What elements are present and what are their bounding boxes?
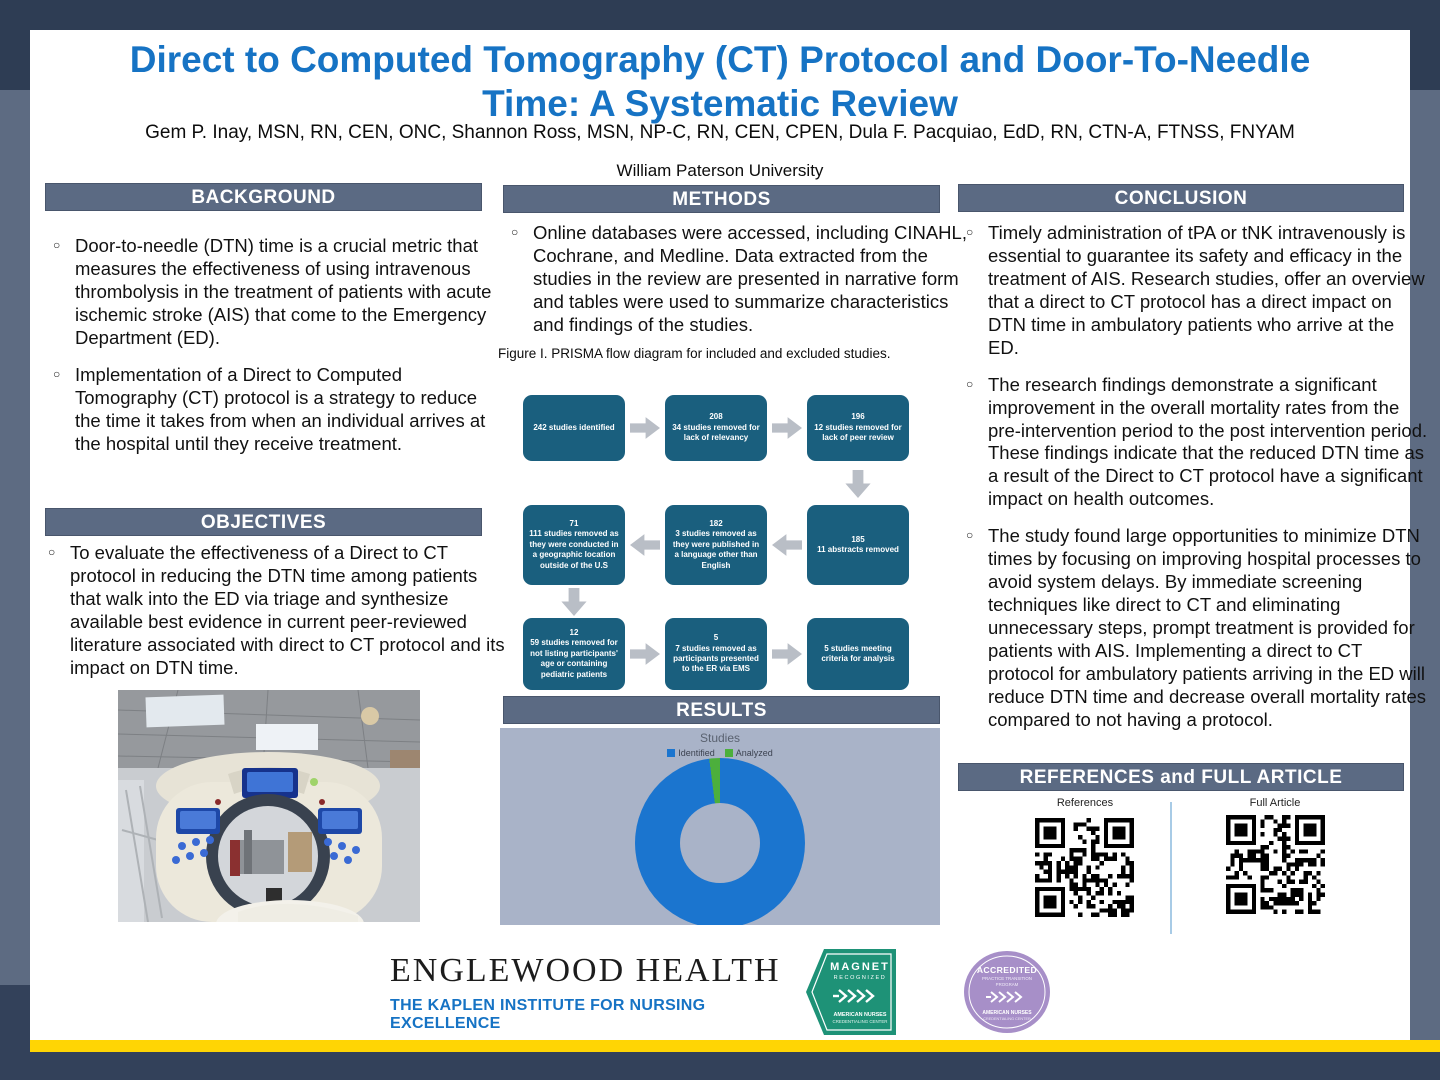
- qr-divider: [1170, 802, 1172, 934]
- organization-logo: [390, 952, 790, 1033]
- prisma-box-count: 5: [713, 633, 719, 643]
- flow-arrow-down-icon: [559, 588, 589, 616]
- flow-arrow-down-icon: [843, 470, 873, 498]
- poster-institution: William Paterson University: [616, 161, 824, 180]
- prisma-box-3: [807, 395, 909, 461]
- objectives-bullet: ○ To evaluate the effectiveness of a Direct to CT protocol in reducing the DTN time among patients that walk into the ED via triage and synthesize available best evidence in current peer-reviewed literature associated with direct to CT protocol and its impact on DTN time.: [70, 542, 508, 680]
- top-border-band: [0, 0, 1440, 30]
- magnet-badge-subtitle: RECOGNIZED: [833, 975, 887, 981]
- prisma-box-7: [523, 618, 625, 690]
- conclusion-bullet: ○ The study found large opportunities to minimize DTN times by focusing on improving hospital processes to avoid system delays. By immediate screening techniques like direct to CT and eliminating unnecessary steps, prompt treatment is provided for patients with AIS. Implementing a direct to CT protocol for ambulatory patients arriving in the ED will reduce DTN time and decrease overall mortality rates compared to not having a protocol.: [988, 525, 1430, 731]
- results-chart-panel: [500, 728, 940, 925]
- prisma-box-text: 11 abstracts removed: [817, 545, 899, 554]
- conclusion-bullet-list: [958, 222, 1430, 746]
- prisma-box-count: 71: [569, 519, 579, 529]
- prisma-box-4: [523, 505, 625, 585]
- prisma-box-count: 182: [709, 519, 723, 529]
- prisma-box-text: 7 studies removed as participants presented to the ER via EMS: [673, 643, 759, 674]
- accredited-badge-line3: PROGRAM: [995, 982, 1019, 987]
- prisma-box-text: 34 studies removed for lack of relevancy: [672, 422, 760, 443]
- section-header-results: RESULTS: [503, 696, 940, 724]
- poster-authors: Gem P. Inay, MSN, RN, CEN, ONC, Shannon Ross, MSN, NP-C, RN, CEN, CPEN, Dula F. Pacquiao, EdD, RN, CTN-A, FTNSS, FNYAM: [145, 122, 1295, 143]
- prisma-box-1: [523, 395, 625, 461]
- legend-item-identified: [667, 748, 715, 758]
- methods-bullet-list: [503, 222, 969, 351]
- flow-arrow-right-icon: [772, 415, 802, 441]
- section-header-methods: METHODS: [503, 185, 940, 213]
- qr-label-full-article: Full Article: [1249, 797, 1301, 809]
- prisma-box-count: 12: [569, 628, 579, 638]
- prisma-box-8: [665, 618, 767, 690]
- accredited-badge-title: ACCREDITED: [976, 965, 1038, 975]
- background-bullet: ○ Implementation of a Direct to Computed Tomography (CT) protocol is a strategy to reduce the time it takes from when an individual arrives at the hospital until they receive treatment.: [75, 364, 505, 456]
- accredited-badge-line2: PRACTICE TRANSITION: [982, 976, 1032, 981]
- qr-label-references: References: [1056, 797, 1114, 809]
- flow-arrow-left-icon: [630, 532, 660, 558]
- magnet-badge-org: AMERICAN NURSES: [833, 1012, 887, 1018]
- background-bullet-list: [45, 235, 505, 469]
- magnet-recognized-badge: [805, 948, 897, 1036]
- ct-scanner-photo: [118, 690, 420, 922]
- prisma-box-text: 59 studies removed for not listing participants' age or containing pediatric patients: [530, 638, 618, 679]
- figure-caption: Figure I. PRISMA flow diagram for included and excluded studies.: [498, 346, 891, 361]
- prisma-box-count: 185: [851, 534, 865, 544]
- poster-title: Direct to Computed Tomography (CT) Protocol and Door-To-Needle Time: A Systematic Review: [129, 39, 1311, 124]
- magnet-badge-title: MAGNET: [830, 961, 890, 973]
- background-bullet: ○ Door-to-needle (DTN) time is a crucial metric that measures the effectiveness of using intravenous thrombolysis in the treatment of patients with acute ischemic stroke (AIS) that come to the Emergency Department (ED).: [75, 235, 505, 350]
- top-left-corner-block: [0, 0, 30, 90]
- prisma-box-count: 196: [851, 412, 865, 422]
- donut-chart: [635, 758, 805, 925]
- methods-bullet: ○ Online databases were accessed, including CINAHL, Cochrane, and Medline. Data extracted from the studies in the review are presented in narrative form and tables were used to summarize characteristics and findings of the studies.: [533, 222, 969, 337]
- chart-title: Studies: [699, 731, 741, 745]
- legend-swatch-analyzed: [725, 749, 733, 757]
- conclusion-bullet: ○ Timely administration of tPA or tNK intravenously is essential to guarantee its safety and efficacy in the treatment of AIS. Research studies, offer an overview that a direct to CT protocol has a direct impact on DTN time in ambulatory patients who arrive at the ED.: [988, 222, 1430, 360]
- legend-item-analyzed: [725, 748, 773, 758]
- prisma-box-5: [665, 505, 767, 585]
- chart-legend: [500, 748, 940, 758]
- prisma-box-count: 208: [709, 412, 723, 422]
- legend-swatch-identified: [667, 749, 675, 757]
- yellow-accent-bar: [30, 1040, 1440, 1052]
- prisma-box-text: 111 studies removed as they were conducted in a geographic location outside of the U.S: [529, 529, 619, 570]
- accredited-badge-org: AMERICAN NURSES: [982, 1010, 1032, 1016]
- magnet-badge-org2: CREDENTIALING CENTER: [832, 1019, 888, 1024]
- prisma-box-text: 242 studies identified: [533, 422, 615, 432]
- prisma-box-text: 12 studies removed for lack of peer review: [814, 422, 902, 443]
- prisma-box-9: [807, 618, 909, 690]
- section-header-references: REFERENCES and FULL ARTICLE: [958, 763, 1404, 791]
- top-right-corner-block: [1410, 0, 1440, 90]
- prisma-box-2: [665, 395, 767, 461]
- accredited-program-badge: [963, 950, 1051, 1034]
- legend-label: Identified: [678, 748, 715, 758]
- prisma-box-6: [807, 505, 909, 585]
- qr-code-full-article: [1226, 815, 1325, 914]
- organization-name: ENGLEWOOD HEALTH: [390, 952, 781, 989]
- flow-arrow-right-icon: [772, 641, 802, 667]
- ceiling-light-panel: [256, 724, 318, 750]
- flow-arrow-left-icon: [772, 532, 802, 558]
- conclusion-bullet: ○ The research findings demonstrate a significant improvement in the overall mortality rates from the pre-intervention period to the post intervention period. These findings indicate that the reduced DTN time as a result of the Direct to CT protocol have a significant impact on health outcomes.: [988, 374, 1430, 512]
- legend-label: Analyzed: [735, 748, 773, 758]
- poster-canvas: [30, 30, 1428, 1040]
- qr-code-references: [1035, 818, 1134, 917]
- section-header-conclusion: CONCLUSION: [958, 184, 1404, 212]
- organization-tagline: THE KAPLEN INSTITUTE FOR NURSING EXCELLENCE: [390, 997, 706, 1032]
- accredited-badge-org2: CREDENTIALING CENTER: [983, 1017, 1031, 1021]
- flow-arrow-right-icon: [630, 415, 660, 441]
- bottom-border-band: [0, 1052, 1440, 1080]
- prisma-box-text: 5 studies meeting criteria for analysis: [821, 643, 895, 663]
- section-header-objectives: OBJECTIVES: [45, 508, 482, 536]
- section-header-background: BACKGROUND: [45, 183, 482, 211]
- ceiling-light-panel: [146, 695, 225, 728]
- objectives-bullet-list: [40, 542, 508, 694]
- flow-arrow-right-icon: [630, 641, 660, 667]
- prisma-box-text: 3 studies removed as they were published in a language other than English: [672, 529, 760, 570]
